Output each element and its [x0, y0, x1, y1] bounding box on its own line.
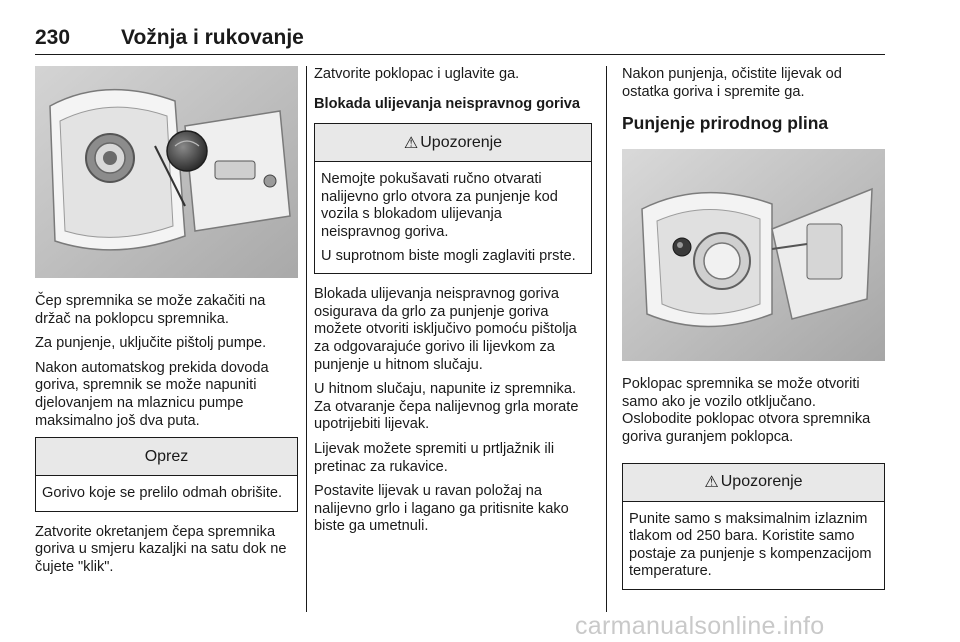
warning-box-2: [622, 463, 885, 590]
col2-paragraph-1: Zatvorite poklopac i uglavite ga.: [314, 66, 520, 82]
fuel-cap-illustration: [35, 66, 298, 278]
cng-heading: Punjenje prirodnog plina: [622, 113, 829, 134]
caution-box: [35, 437, 298, 512]
caution-title: Oprez: [36, 438, 297, 476]
col1-paragraph-4: Zatvorite okretanjem čepa spremnika goriva u smjeru kazaljki na satu dok ne čujete "klik".: [35, 523, 287, 575]
col2-paragraph-5: Postavite lijevak u ravan položaj na nalijevno grlo i lagano ga pritisnite kako biste ga umetnuli.: [314, 483, 569, 535]
warning-1-text-1: Nemojte pokušavati ručno otvarati nalijevno grlo otvora za punjenje kod vozila s blokadom ulijevanja neispravnog goriva.: [321, 171, 558, 240]
col3-paragraph-2: Poklopac spremnika se može otvoriti samo ako je vozilo otključano. Oslobodite poklopac otvora spremnika goriva guranjem poklopca.: [622, 376, 871, 445]
warning-2-text: Punite samo s maksimalnim izlaznim tlakom od 250 bara. Koristite samo postaje za punjenje s kompenzacijom temperature.: [629, 510, 872, 580]
col1-paragraph-2: Za punjenje, uključite pištolj pumpe.: [35, 335, 267, 352]
col2-paragraph-4: Lijevak možete spremiti u prtljažnik ili pretinac za rukavice.: [314, 440, 555, 475]
fuel-cap-drawing: [35, 66, 298, 278]
column-3: [622, 66, 885, 602]
column-2: [314, 66, 592, 543]
caution-text: Gorivo koje se prelilo odmah obrišite.: [42, 485, 283, 502]
warning-title-2: Upozorenje: [720, 473, 803, 491]
cng-filler-illustration: [622, 149, 885, 361]
column-1: [35, 66, 298, 584]
warning-1-text-2: U suprotnom biste mogli zaglaviti prste.: [321, 247, 576, 264]
header-rule: [35, 54, 885, 55]
warning-box-1: [314, 123, 592, 274]
page-header: [35, 26, 885, 54]
cng-filler-drawing: [622, 149, 885, 361]
page-number: 230: [35, 26, 71, 49]
warning-triangle-icon: ⚠: [403, 134, 419, 152]
column-divider-2: [606, 66, 607, 612]
col1-paragraph-3: Nakon automatskog prekida dovoda goriva, spremnik se može napuniti djelovanjem na mlaznicu pumpe maksimalno još dva puta.: [35, 359, 269, 429]
watermark: carmanualsonline.info: [575, 612, 825, 640]
chapter-title: Vožnja i rukovanje: [121, 26, 304, 49]
column-divider-1: [306, 66, 307, 612]
warning-title-1: Upozorenje: [420, 133, 503, 151]
col2-paragraph-2: Blokada ulijevanja neispravnog goriva osigurava da grlo za punjenje goriva možete otvoriti isključivo pomoću pištolja za odgovarajuće gorivo ili lijevkom za punjenje u hitnom slučaju.: [314, 286, 577, 373]
col3-paragraph-1: Nakon punjenja, očistite lijevak od ostatka goriva i spremite ga.: [622, 66, 842, 100]
misfuel-subheading: Blokada ulijevanja neispravnog goriva: [314, 95, 581, 112]
col1-paragraph-1: Čep spremnika se može zakačiti na držač na poklopcu spremnika.: [35, 293, 266, 327]
col2-paragraph-3: U hitnom slučaju, napunite iz spremnika. Za otvaranje čepa nalijevnog grla morate upotrijebiti lijevak.: [314, 381, 579, 433]
warning-triangle-icon: ⚠: [704, 474, 719, 492]
